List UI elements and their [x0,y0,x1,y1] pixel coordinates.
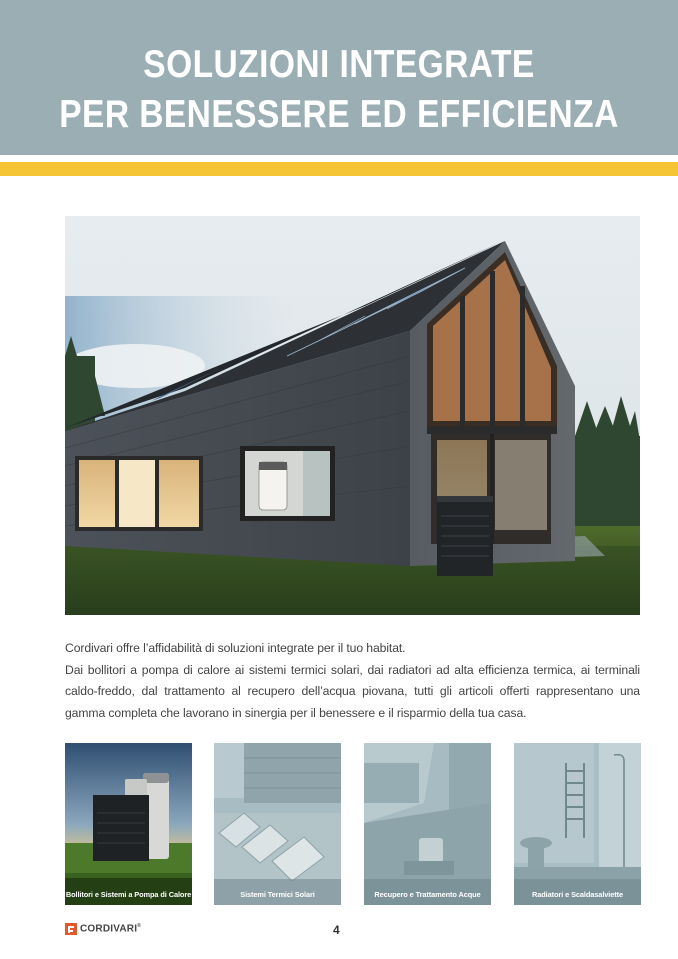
intro-text [65,638,640,724]
cordivari-logo-icon [65,923,77,935]
page-number: 4 [333,923,340,937]
hero-house-image [65,216,640,615]
intro-line-1: Cordivari offre l’affidabilità di soluzioni integrate per il tuo habitat. [65,641,406,655]
intro-paragraph: Dai bollitori a pompa di calore ai sistemi termici solari, dai radiatori ad alta efficienza termica, ai terminali caldo-freddo, dal trattamento al recupero dell’acqua piovana, tutti gli articoli offerti rappresentano una gamma completa che lavorano in sinergia per il benessere e il risparmio della tua casa. [65,662,640,720]
category-solar[interactable] [214,743,341,905]
accent-stripe [0,162,678,176]
category-label: Recupero e Trattamento Acque [374,890,481,899]
category-water[interactable] [364,743,491,905]
category-label: Sistemi Termici Solari [240,890,315,899]
category-heat-pump[interactable] [65,743,192,905]
category-radiators[interactable] [514,743,641,905]
category-label: Radiatori e Scaldasalviette [532,890,623,899]
title-line-1: SOLUZIONI INTEGRATE [143,43,535,86]
brand-name: CORDIVARI® [80,923,142,935]
page-title [47,40,630,140]
category-label: Bollitori e Sistemi a Pompa di Calore [65,890,192,899]
title-line-2: PER BENESSERE ED EFFICIENZA [59,93,619,136]
cordivari-logo [65,921,141,937]
header-banner [0,0,678,155]
